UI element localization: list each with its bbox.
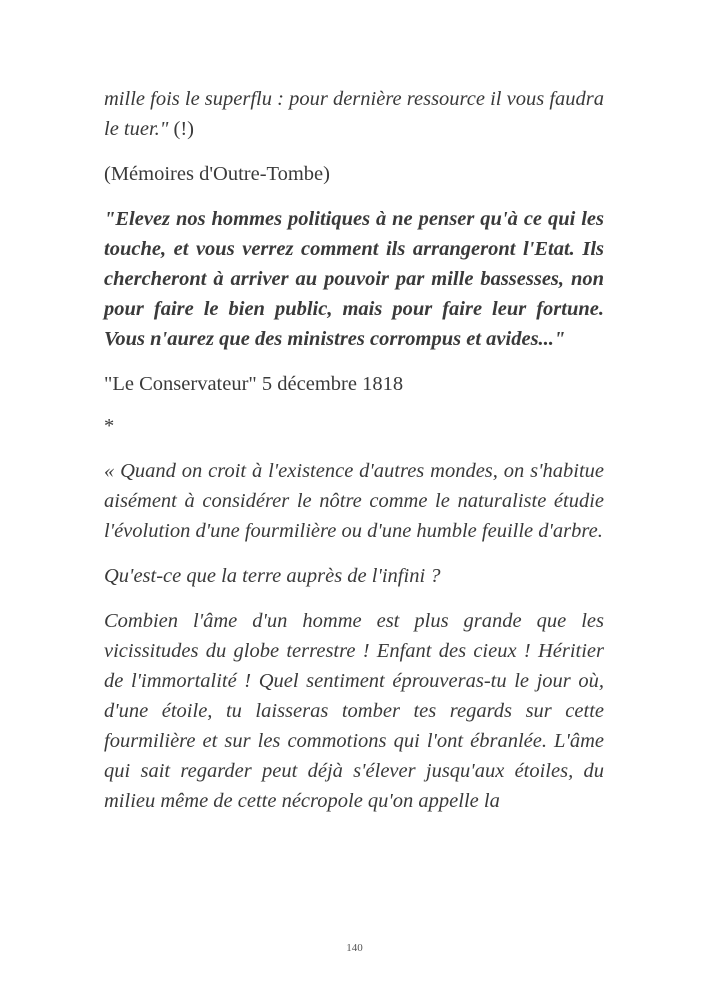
exclamation-note: (!)	[168, 118, 195, 140]
section-separator-asterisk: *	[104, 415, 115, 437]
bold-quote-paragraph: "Elevez nos hommes politiques à ne penser qu'à ce qui les touche, et vous verrez comment ils arrangeront l'Etat. Ils chercheront à arriver au pouvoir par mille bassesses, non pour faire le bien public, mais pour faire leur fortune. Vous n'aurez que des ministres corrompus et avides..."	[104, 208, 604, 350]
page-body	[104, 84, 604, 816]
quote-paragraph-infinity: Qu'est-ce que la terre auprès de l'infini ?	[104, 565, 441, 587]
source-citation-conservateur: "Le Conservateur" 5 décembre 1818	[104, 373, 404, 395]
page-number: 140	[346, 942, 363, 954]
quote-paragraph-soul: Combien l'âme d'un homme est plus grande que les vicissitudes du globe terrestre ! Enfant des cieux ! Héritier de l'immortalité ! Quel sentiment éprouveras-tu le jour où, d'une étoile, tu laisseras tomber tes regards sur cette fourmilière et sur les commotions qui l'ont ébranlée. L'âme qui sait regarder peut déjà s'élever jusqu'aux étoiles, du milieu même de cette nécropole qu'on appelle la	[104, 610, 604, 812]
quote-ending-text: mille fois le superflu : pour dernière ressource il vous faudra le tuer."	[104, 88, 604, 140]
quote-paragraph-other-worlds: « Quand on croit à l'existence d'autres mondes, on s'habitue aisément à considérer le nôtre comme le naturaliste étudie l'évolution d'une fourmilière ou d'une humble feuille d'arbre.	[104, 460, 604, 542]
source-citation-memoires: (Mémoires d'Outre-Tombe)	[104, 163, 330, 185]
quote-ending-paragraph	[104, 84, 604, 144]
